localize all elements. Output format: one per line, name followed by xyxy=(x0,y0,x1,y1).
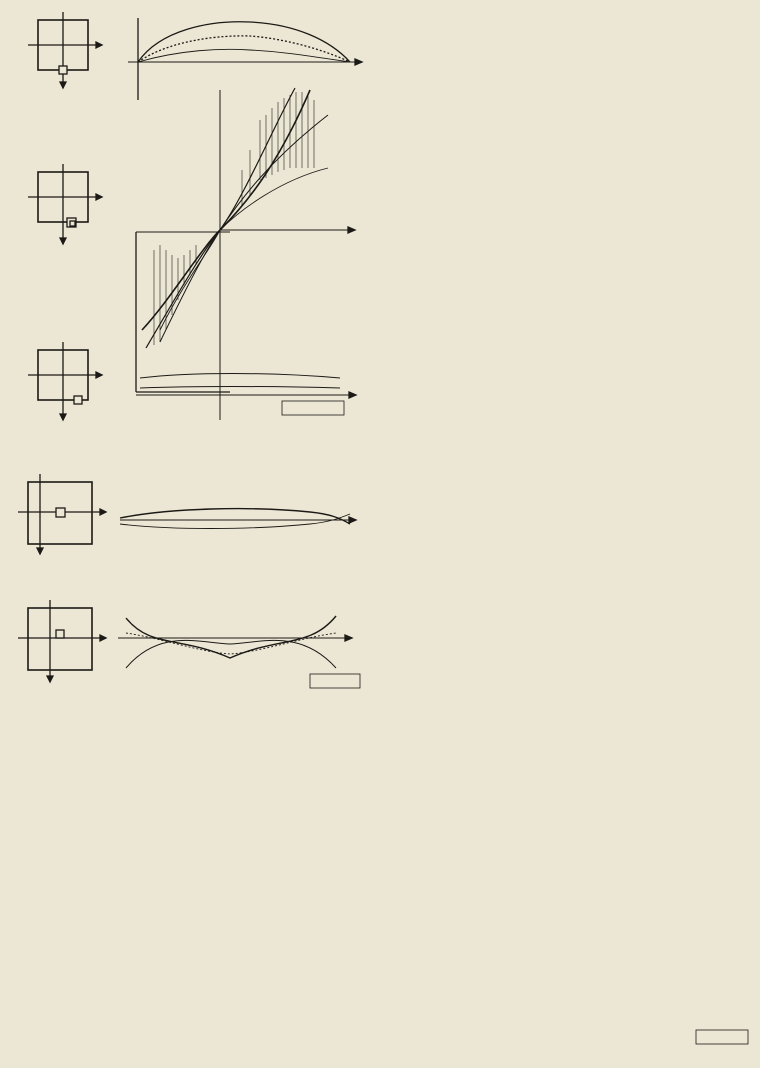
figure-7 xyxy=(10,468,370,700)
figure-6 xyxy=(10,0,370,430)
figure-8 xyxy=(420,798,756,1050)
left-text-column xyxy=(6,736,366,756)
right-text-column xyxy=(374,2,756,4)
